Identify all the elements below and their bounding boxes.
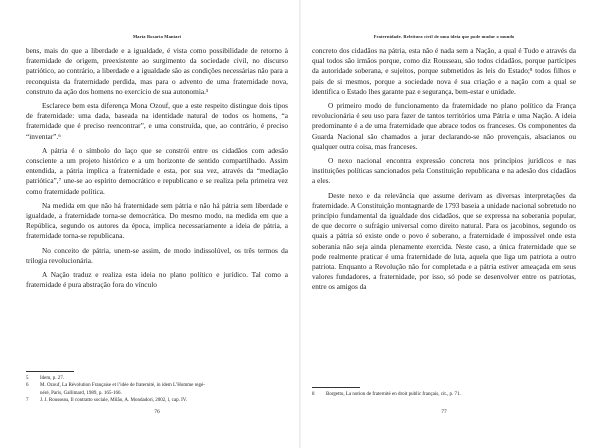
footnote-7: 7 J. J. Rousseau, Il contratto sociale, Milão, A. Mondadori, 2002, l, cap. IV. xyxy=(26,398,187,404)
left-page-number: 76 xyxy=(154,409,160,415)
left-footnotes xyxy=(26,375,288,405)
left-paragraph-3: A pátria é o símbolo do laço que se constrói entre os cidadãos com adesão consciente a um projeto histórico e a um horizonte de sentido compartilhado. Assim entendida, a pátria implica a fraternidade e esta, por sua vez, através da “mediação patriótica”,⁷ une-se ao espírito democrático e republicano e se realiza pela primeira vez como fraternidade política. xyxy=(26,145,288,196)
left-paragraph-2: Esclarece bem esta diferença Mona Ozouf, que a este respeito distingue dois tipos de fraternidade: uma dada, baseada na identidade natural de todos os homens, “a fraternidade que é preciso reencontrar”, e uma construída, que, ao contrário, é preciso “inventar”.⁶ xyxy=(26,101,288,141)
left-paragraph-1: bens, mais do que a liberdade e a igualdade, é vista como possibilidade de retorno à fraternidade de origem, preexistente ao surgimento da sociedade civil, no discurso patriótico, ao contrário, a liberdade e a igualdade são as condições necessárias não para a reconquista da fraternidade perdida, mas para o advento de uma fraternidade nova, construto da ação dos homens no exercício de sua autonomia.⁵ xyxy=(26,46,288,96)
book-gutter xyxy=(299,0,301,448)
left-paragraph-4: Na medida em que não há fraternidade sem pátria e não há pátria sem liberdade e igualdade, a fraternidade torna-se democrática. Do mesmo modo, na medida em que a República, segundo os autores da época, implica necessariamente a ideia de pátria, a fraternidade torna-se republicana. xyxy=(26,200,288,241)
left-running-header: Maria Rosaria Maniari xyxy=(132,34,182,39)
right-body-text xyxy=(312,46,576,293)
footnote-6: 6 M. Ozouf, La Révolution Française et l’idée de fraternité, in idem L’Homme regé- xyxy=(26,383,205,389)
footnote-5: 5 Idem, p. 27. xyxy=(26,376,65,381)
left-paragraph-5: No conceito de pátria, unem-se assim, de modo indissolúvel, os três termos da trilogia revolucionária. xyxy=(26,245,288,265)
left-body-text xyxy=(26,46,288,290)
right-footnotes xyxy=(312,391,576,398)
right-paragraph-1: concreto dos cidadãos na pátria, esta não é nada sem a Nação, a qual é Tudo e através da qual todos são irmãos porque, como diz Rousseau, são todos cidadãos, porque partícipes da autoridade soberana, e sujeitos, porque submetidos às leis do Estado;⁸ todos filhos e pais de si mesmos, porque a sociedade nova é sua criação e a nação com a qual se identifica o Estado lhes garante paz e segurança, bem-estar e unidade. xyxy=(312,46,576,96)
right-footnote-rule xyxy=(312,387,360,388)
footnote-6-continuation: néré, Paris, Gallimard, 1989, p. 165-166. xyxy=(40,390,122,396)
right-paragraph-3: O nexo nacional encontra expressão concreta nos princípios jurídicos e nas instituições políticas sancionados pela Constituição republicana e na adesão dos cidadãos a eles. xyxy=(312,156,576,186)
left-paragraph-6: A Nação traduz e realiza esta ideia no plano político e jurídico. Tal como a fraternidade é pura abstração fora do vínculo xyxy=(26,270,288,290)
right-paragraph-2: O primeiro modo de funcionamento da fraternidade no plano político da França revolucionária é seu uso para fazer de tantos territórios uma Pátria e uma Nação. A ideia predominante é a de uma fraternidade que abrace todos os franceses. Os componentes da Guarda Nacional são chamados a jurar declarando-se não provençais, alsacianos ou qualquer outra coisa, mas franceses. xyxy=(312,101,576,151)
left-footnote-rule xyxy=(26,371,74,372)
right-page xyxy=(312,0,576,448)
right-running-header: Fraternidade. Releitura civil de uma ideia que pode mudar o mundo xyxy=(373,34,515,39)
right-page-number: 77 xyxy=(441,409,447,415)
left-page xyxy=(26,0,288,448)
right-paragraph-4: Deste nexo e da relevância que assume derivam as diversas interpretações da fraternidade. A Constituição montagnarde de 1793 baseia a unidade nacional sobretudo no princípio fundamental da igualdade dos cidadãos, que se expressa na soberania popular, de que decorre o sufrágio universal como direito natural. Para os jacobinos, segundo os quais a pátria só existe onde o povo é soberano, a fraternidade é impossível onde esta soberania não seja ainda plenamente exercida. Neste caso, a única fraternidade que se pode realmente praticar é uma fraternidade de luta, aquela que liga um patriota a outro patriota. Enquanto a Revolução não for completada e a pátria estiver ameaçada em seus valores fundadores, a fraternidade, por isso, só pode se desenvolver entre os patriotas, entre os amigos da xyxy=(312,190,576,292)
footnote-8: 8 Borgetto, La notion de fraternité en droit public français, cit., p. 71. xyxy=(312,392,461,397)
